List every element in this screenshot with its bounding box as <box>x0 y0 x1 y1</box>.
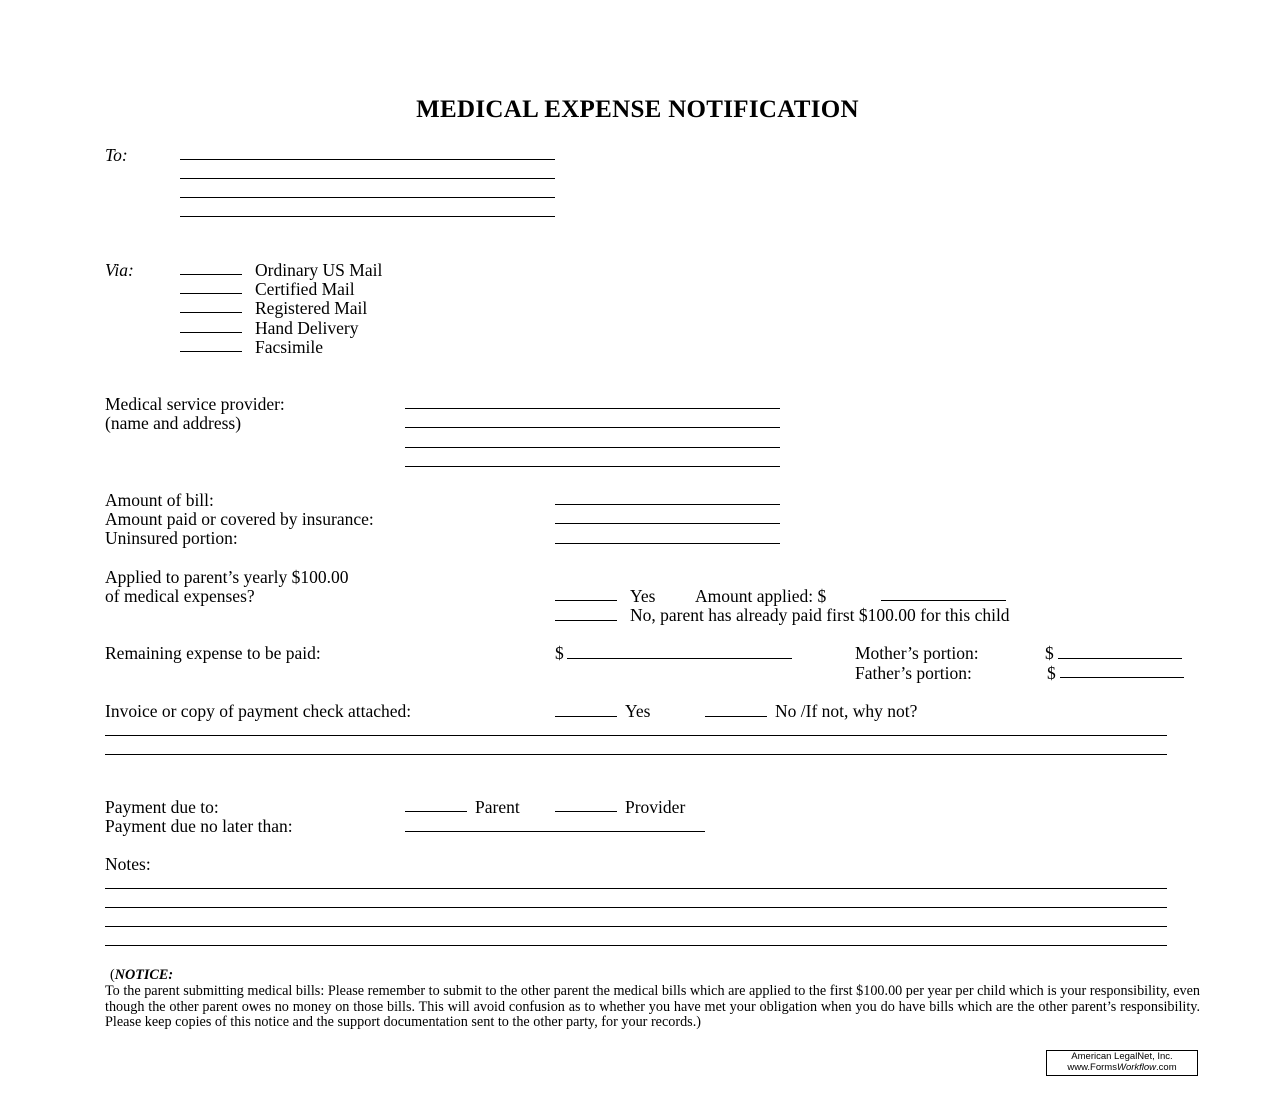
via-option-mail: Ordinary US Mail <box>255 260 383 280</box>
notice-open-paren: ( <box>110 967 115 983</box>
notes-line-4[interactable] <box>105 945 1167 946</box>
provider-label: Medical service provider: <box>105 394 285 414</box>
provider-line-2[interactable] <box>405 427 780 428</box>
amount-paid-field[interactable] <box>555 523 780 524</box>
remaining-dollar: $ <box>555 643 564 663</box>
amount-paid-label: Amount paid or covered by insurance: <box>105 509 374 529</box>
page-title: MEDICAL EXPENSE NOTIFICATION <box>416 96 859 123</box>
via-blank-4[interactable] <box>180 332 242 333</box>
via-blank-3[interactable] <box>180 312 242 313</box>
notice-body: To the parent submitting medical bills: Please remember to submit to the other parent the medical bills which are applied to the first $100.00 per year per child which is your responsibility, even though the other parent owes no money on those bills. This will avoid confusion as to whether you have met your obligation when you do have bills which are the other parent’s responsibility. Please keep copies of this notice and the support documentation sent to the other party, for your records.) <box>105 982 1200 1031</box>
via-option-registered: Registered Mail <box>255 298 368 318</box>
notes-line-2[interactable] <box>105 907 1167 908</box>
to-line-2[interactable] <box>180 178 555 179</box>
via-option-certified: Certified Mail <box>255 279 355 299</box>
invoice-yes-label: Yes <box>625 701 651 721</box>
via-blank-1[interactable] <box>180 274 242 275</box>
applied-label: Applied to parent’s yearly $100.00 <box>105 567 349 587</box>
to-line-3[interactable] <box>180 197 555 198</box>
payment-parent-blank[interactable] <box>405 811 467 812</box>
invoice-no-blank[interactable] <box>705 716 767 717</box>
via-blank-2[interactable] <box>180 293 242 294</box>
payment-due-to-label: Payment due to: <box>105 797 219 817</box>
applied-no-label: No, parent has already paid first $100.00 for this child <box>630 605 1010 625</box>
remaining-label: Remaining expense to be paid: <box>105 643 321 663</box>
provider-sublabel: (name and address) <box>105 413 242 433</box>
applied-yes-label: Yes <box>630 586 656 606</box>
payment-due-by-field[interactable] <box>405 831 705 832</box>
payment-due-by-label: Payment due no later than: <box>105 816 293 836</box>
applied-no-blank[interactable] <box>555 620 617 621</box>
notes-line-3[interactable] <box>105 926 1167 927</box>
invoice-reason-line-2[interactable] <box>105 754 1167 755</box>
father-dollar: $ <box>1047 663 1056 683</box>
invoice-label: Invoice or copy of payment check attached: <box>105 701 412 721</box>
to-label: To: <box>105 145 128 165</box>
notice-heading: NOTICE: <box>114 967 174 983</box>
payment-parent-label: Parent <box>475 797 520 817</box>
mother-dollar: $ <box>1045 643 1054 663</box>
provider-line-4[interactable] <box>405 466 780 467</box>
invoice-yes-blank[interactable] <box>555 716 617 717</box>
publisher-logo <box>1046 1050 1198 1076</box>
logo-line-2: www.FormsWorkflow.com <box>1067 1062 1177 1073</box>
applied-sublabel: of medical expenses? <box>105 586 255 606</box>
via-option-fax: Facsimile <box>255 337 324 357</box>
via-blank-5[interactable] <box>180 351 242 352</box>
remaining-field[interactable] <box>567 658 792 659</box>
payment-provider-label: Provider <box>625 797 686 817</box>
logo-line-1: American LegalNet, Inc. <box>1071 1051 1173 1062</box>
amount-applied-field[interactable] <box>881 600 1006 601</box>
invoice-no-label: No /If not, why not? <box>775 701 918 721</box>
uninsured-label: Uninsured portion: <box>105 528 238 548</box>
mother-portion-label: Mother’s portion: <box>855 643 979 663</box>
provider-line-3[interactable] <box>405 447 780 448</box>
uninsured-field[interactable] <box>555 543 780 544</box>
to-line-1[interactable] <box>180 159 555 160</box>
notes-label: Notes: <box>105 854 151 874</box>
via-label: Via: <box>105 260 134 280</box>
notice-block <box>105 968 1200 1031</box>
amount-bill-field[interactable] <box>555 504 780 505</box>
father-portion-field[interactable] <box>1060 677 1184 678</box>
payment-provider-blank[interactable] <box>555 811 617 812</box>
father-portion-label: Father’s portion: <box>855 663 972 683</box>
via-option-hand: Hand Delivery <box>255 318 359 338</box>
invoice-reason-line-1[interactable] <box>105 735 1167 736</box>
provider-line-1[interactable] <box>405 408 780 409</box>
applied-yes-blank[interactable] <box>555 600 617 601</box>
notes-line-1[interactable] <box>105 888 1167 889</box>
mother-portion-field[interactable] <box>1058 658 1182 659</box>
to-line-4[interactable] <box>180 216 555 217</box>
amount-applied-label: Amount applied: $ <box>695 586 827 606</box>
amount-bill-label: Amount of bill: <box>105 490 214 510</box>
